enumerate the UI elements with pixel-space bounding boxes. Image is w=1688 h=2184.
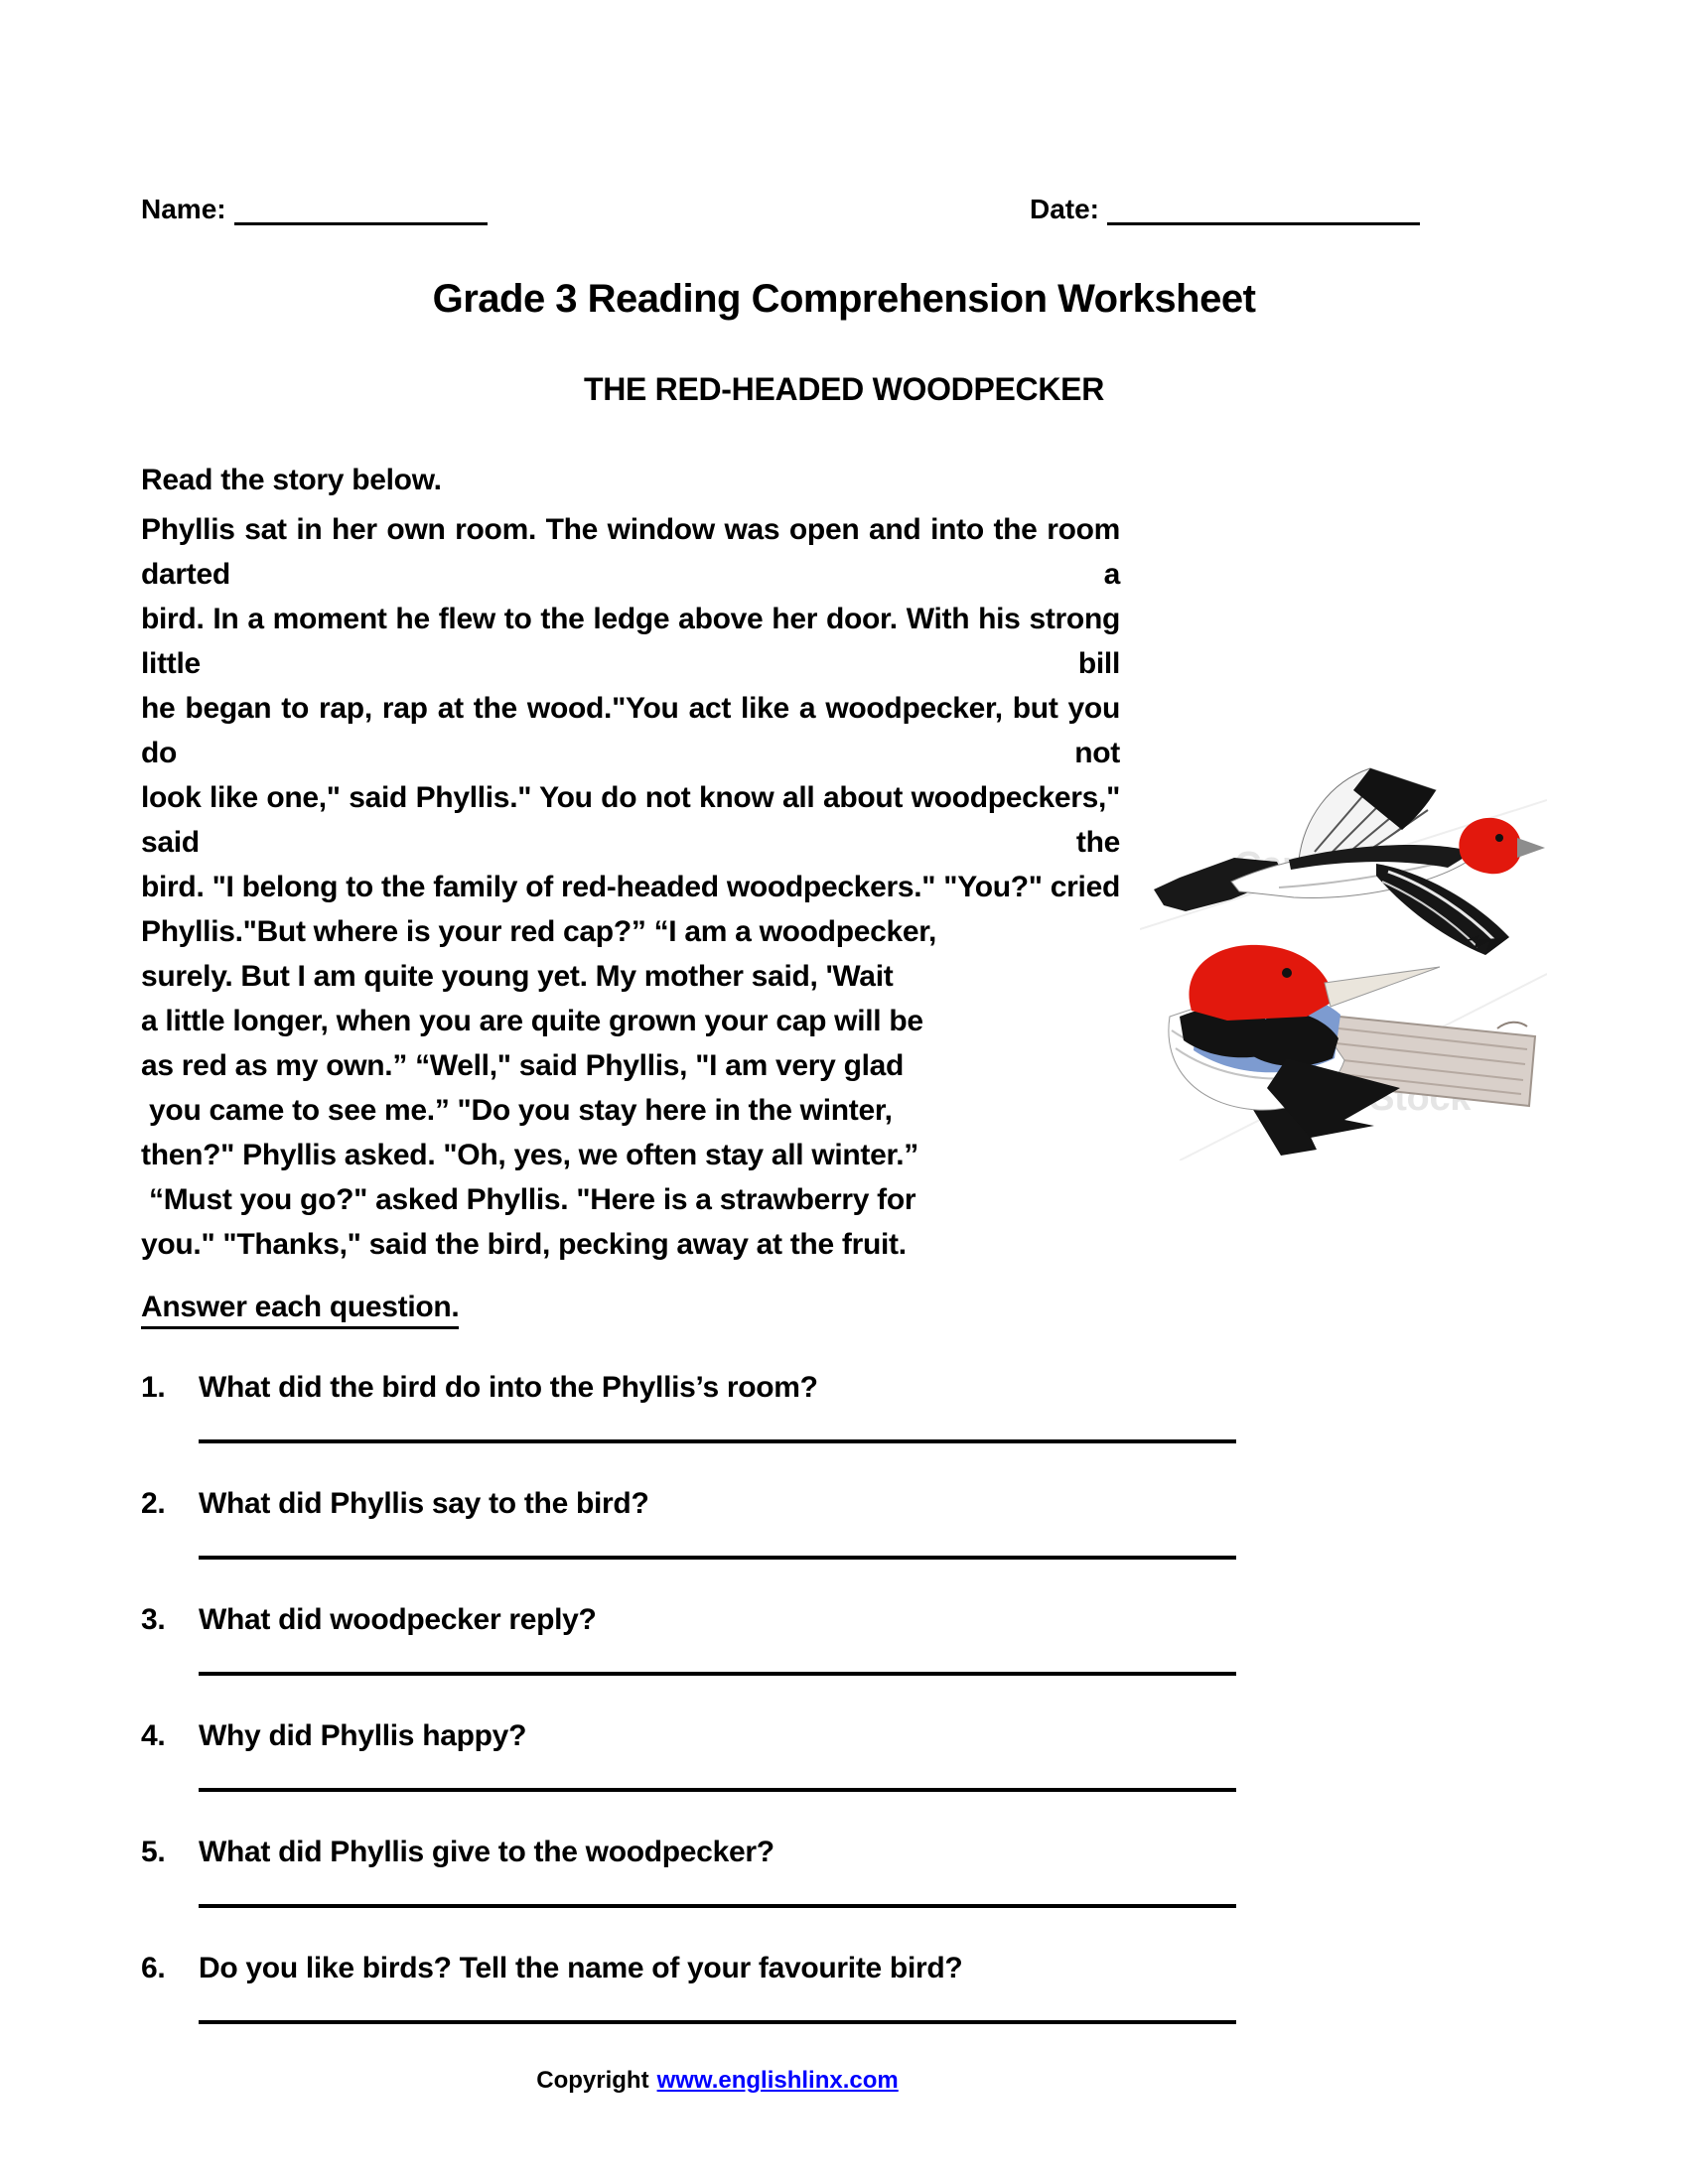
questions-list <box>141 1370 1547 2024</box>
question-number: 5. <box>141 1836 166 1868</box>
name-blank-line <box>234 197 488 225</box>
question-item <box>141 1951 1547 2024</box>
page-subtitle: THE RED-HEADED WOODPECKER <box>583 371 1105 407</box>
story-paragraph <box>141 507 1547 1267</box>
answer-blank-line <box>199 1439 1236 1443</box>
question-number: 1. <box>141 1371 166 1404</box>
question-text: Why did Phyllis happy? <box>199 1719 527 1752</box>
story-line: Phyllis sat in her own room. The window was open and into the room darted a <box>141 513 1129 591</box>
question-number: 4. <box>141 1719 166 1752</box>
answer-blank-line <box>199 1672 1236 1676</box>
answer-blank-line <box>199 2020 1236 2024</box>
svg-text:Can Stock: Stock <box>1369 1077 1472 1119</box>
date-field <box>1030 194 1420 225</box>
copyright-link[interactable]: www.englishlinx.com <box>656 2067 899 2094</box>
question-item <box>141 1602 1547 1676</box>
story-line: look like one," said Phyllis." You do not know all about woodpeckers," said the <box>141 781 1129 859</box>
story-line: bird. In a moment he flew to the ledge above her door. With his strong little bill <box>141 603 1129 680</box>
page-title: Grade 3 Reading Comprehension Worksheet <box>432 277 1256 321</box>
story-line: Phyllis."But where is your red cap?” “I am a woodpecker, <box>141 915 937 948</box>
header-row <box>0 0 1688 225</box>
question-text: What did the bird do into the Phyllis’s room? <box>199 1371 818 1404</box>
story-line: surely. But I am quite young yet. My mother said, 'Wait <box>141 960 894 993</box>
question-text: Do you like birds? Tell the name of your favourite bird? <box>199 1952 963 1984</box>
story-line: then?" Phyllis asked. "Oh, yes, we often stay all winter.” <box>141 1139 918 1171</box>
read-instruction: Read the story below. <box>141 464 442 496</box>
answer-instruction: Answer each question. <box>141 1291 1547 1324</box>
story-line: as red as my own.” “Well," said Phyllis, "I am very glad <box>141 1049 905 1082</box>
footer <box>199 2067 1236 2095</box>
story-line: you." "Thanks," said the bird, pecking away at the fruit. <box>141 1228 907 1261</box>
answer-blank-line <box>199 1556 1236 1560</box>
question-item <box>141 1486 1547 1560</box>
flying-woodpecker <box>1154 768 1545 955</box>
name-field <box>141 194 488 225</box>
date-label: Date: <box>1029 194 1099 224</box>
question-text: What did woodpecker reply? <box>199 1603 597 1636</box>
answer-blank-line <box>199 1788 1236 1792</box>
question-item <box>141 1718 1547 1792</box>
question-number: 6. <box>141 1952 166 1984</box>
woodpeckers-illustration <box>1140 760 1547 1160</box>
copyright-label: Copyright <box>536 2067 649 2094</box>
question-number: 2. <box>141 1487 166 1520</box>
story-line: he began to rap, rap at the wood."You act like a woodpecker, but you do not <box>141 692 1129 769</box>
question-item <box>141 1370 1547 1443</box>
date-blank-line <box>1107 197 1420 225</box>
question-text: What did Phyllis say to the bird? <box>199 1487 649 1520</box>
question-item <box>141 1835 1547 1908</box>
story-line: a little longer, when you are quite grown your cap will be <box>141 1005 923 1037</box>
story-line: “Must you go?" asked Phyllis. "Here is a strawberry for <box>141 1183 916 1216</box>
story-line: you came to see me.” "Do you stay here in the winter, <box>141 1094 893 1127</box>
answer-blank-line <box>199 1904 1236 1908</box>
name-label: Name: <box>141 194 226 224</box>
question-number: 3. <box>141 1603 166 1636</box>
story-line: bird. "I belong to the family of red-headed woodpeckers." "You?" cried <box>141 871 1120 903</box>
question-text: What did Phyllis give to the woodpecker? <box>199 1836 774 1868</box>
